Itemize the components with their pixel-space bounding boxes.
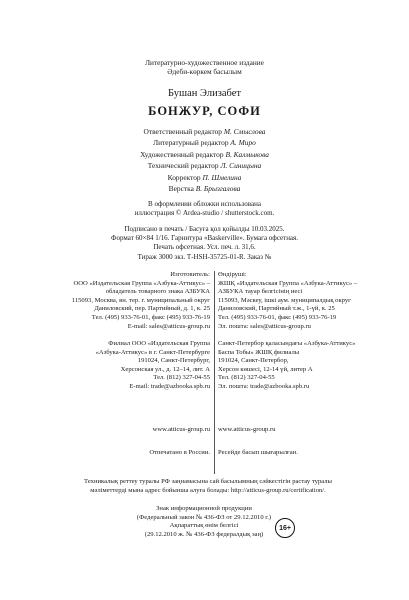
certification-note: Техникалық реттеу туралы РФ заңнамасына сай басылымның сәйкестігін растау туралы мәліметтерді мына адрес бойынша алуға болады: http://atticus-group.ru/certification/. bbox=[84, 478, 332, 494]
print-info-line: Тираж 3000 экз. Т-HSH-35725-01-R. Заказ № bbox=[137, 252, 272, 261]
credit-line: Корректор П. Шмелина bbox=[167, 172, 242, 182]
printed-in-ru: Отпечатано в России. bbox=[149, 449, 210, 456]
print-info-line: Печать офсетная. Усл. печ. л. 31,6. bbox=[153, 243, 256, 252]
credit-line: Литературный редактор А. Миро bbox=[153, 138, 256, 148]
book-title: БОНЖУР, СОФИ bbox=[148, 104, 261, 118]
age-rating-badge: 16+ bbox=[275, 518, 295, 538]
credit-name: А. Миро bbox=[230, 138, 256, 148]
information-product-sign: Знак информационной продукции (Федеральный закон № 436-ФЗ от 29.12.2010 г.) Ақпараттық өнім белгісі (29.12.2010 ж. № 436-ФЗ федералдық заң) bbox=[136, 505, 272, 538]
column-divider bbox=[214, 271, 215, 474]
edition-type-ru: Литературно-художественное издание bbox=[145, 58, 264, 67]
credit-name: Л. Синицына bbox=[220, 161, 262, 171]
edition-type bbox=[0, 58, 409, 77]
credit-name: В. Брызгалова bbox=[195, 184, 241, 194]
branch-kz: Санкт-Петербор қаласындағы «Азбука-Аттикус» Баспа Тобы» ЖШҚ филиалы 191024, Санкт-Петербор, Херсон көшесі, 12-14 үй, литер А Тел. (812) 327-04-55 Эл. пошта: trade@azbooka.spb.ru bbox=[218, 340, 356, 390]
credit-line: Верстка В. Брызгалова bbox=[168, 184, 241, 194]
print-info-line: Подписано в печать / Басуға қол қойылды 10.03.2025. bbox=[124, 225, 285, 233]
credit-name: П. Шмелина bbox=[202, 172, 242, 182]
credit-name: В. Калмыкова bbox=[225, 149, 269, 159]
print-info bbox=[0, 225, 409, 262]
manufacturer-kz: Өндіруші: ЖШҚ «Издательская Группа «Азбука-Аттикус» – АЗБУКА тауар белгісінің иесі 115093, Мәскеу, ішкі аум. муниципалдық округ Даниловский, Партийный т.ж., 1-үй, к. 25 Тел. (495) 933-76-01, факс (495) 933-76-19 Эл. пошта: sales@atticus-group.ru bbox=[218, 271, 358, 330]
editorial-credits bbox=[0, 126, 409, 194]
credit-line: Ответственный редактор М. Смыслова bbox=[143, 127, 266, 136]
credit-line: Художественный редактор В. Калмыкова bbox=[140, 149, 269, 159]
author-name: Бушан Элизабет bbox=[168, 88, 241, 99]
printed-in-kz: Ресейде басып шығарылған. bbox=[218, 449, 298, 456]
edition-type-kz: Әдеби-көркем басылым bbox=[167, 67, 242, 77]
print-info-line: Формат 60×84 1/16. Гарнитура «Baskerville». Бумага офсетная. bbox=[110, 234, 299, 243]
website-ru[interactable]: www.atticus-group.ru bbox=[152, 426, 210, 433]
website-kz[interactable]: www.atticus-group.ru bbox=[218, 426, 276, 433]
credit-name: М. Смыслова bbox=[223, 127, 266, 136]
credit-line: Технический редактор Л. Синицына bbox=[147, 161, 262, 171]
branch-ru: Филиал ООО «Издательская Группа «Азбука-Аттикус» в г. Санкт-Петербурге 191024, Санкт-Петербург, Херсонская ул., д. 12–14, лит. А Тел. (812) 327-04-55 E-mail: trade@azbooka.spb.ru bbox=[95, 340, 210, 390]
cover-illustration-note: В оформлении обложки использована иллюстрация © Ardea-studio / shutterstock.com. bbox=[134, 200, 275, 217]
manufacturer-ru: Изготовитель: ООО «Издательская Группа «Азбука-Аттикус» – обладатель товарного знака АЗБУКА 115093, Москва, вн. тер. г. муниципальный округ Даниловский, пер. Партийный, д. 1, к. 25 Тел. (495) 933-76-01, факс (495) 933-76-19 E-mail: sales@atticus-group.ru bbox=[71, 271, 210, 330]
